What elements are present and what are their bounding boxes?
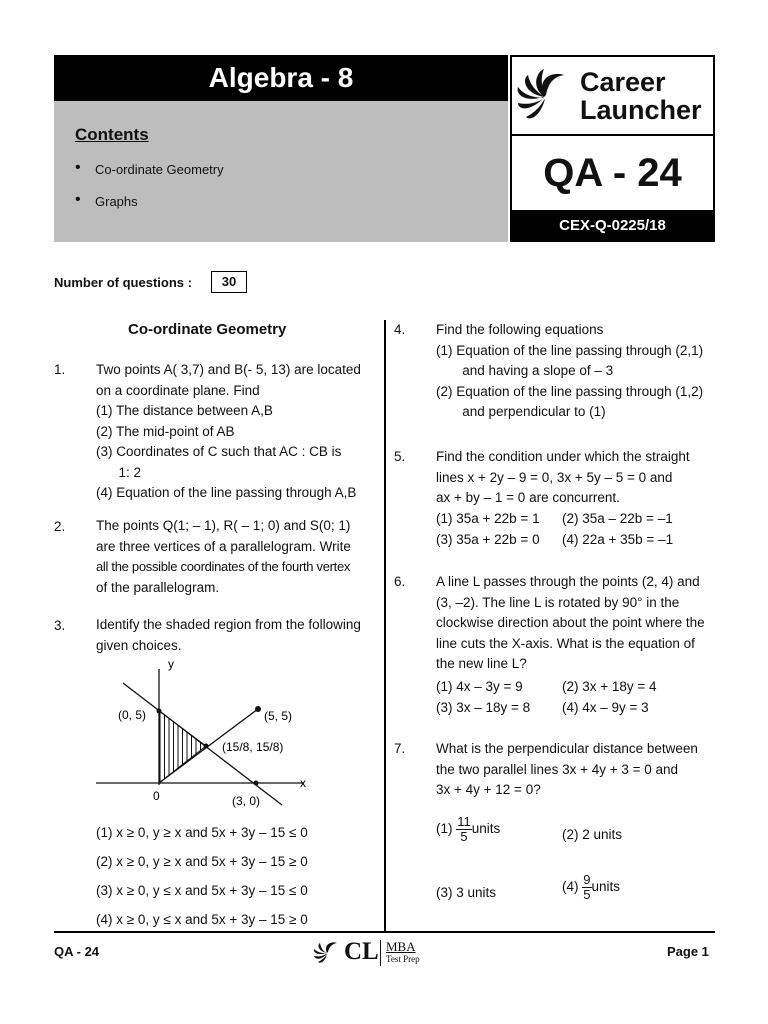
- question-text: (3, –2). The line L is rotated by 90° in the: [436, 594, 680, 610]
- answer-option: (3) 3x – 18y = 8: [436, 700, 531, 715]
- question-text: on a coordinate plane. Find: [96, 382, 260, 398]
- shaded-region: [159, 711, 206, 783]
- answer-option: (2) 3x + 18y = 4: [562, 679, 657, 694]
- career-launcher-logo-icon: [514, 67, 574, 127]
- x-axis-label: x: [300, 776, 306, 790]
- question-text: The points Q(1; – 1), R( – 1; 0) and S(0; 1): [96, 518, 351, 533]
- question-number: 2.: [54, 519, 66, 534]
- question-3: [96, 615, 378, 656]
- graph-shaded-region: [96, 655, 326, 815]
- cl-logo-icon: [312, 940, 342, 966]
- question-text: What is the perpendicular distance between: [436, 741, 698, 756]
- question-7: [436, 739, 718, 801]
- answer-option: (2) 2 units: [562, 827, 623, 842]
- question-2: [96, 516, 378, 598]
- y-axis-label: y: [168, 657, 174, 671]
- question-part: (2) Equation of the line passing through (1,2): [436, 383, 704, 399]
- footer-qa-label: QA - 24: [54, 944, 100, 959]
- question-text: are three vertices of a parallelogram. Write: [96, 538, 351, 554]
- question-6: [436, 572, 718, 675]
- question-text: line cuts the X-axis. What is the equation of: [436, 635, 695, 651]
- answer-option: (1) x ≥ 0, y ≥ x and 5x + 3y – 15 ≤ 0: [96, 825, 308, 840]
- question-text: the two parallel lines 3x + 4y + 3 = 0 and: [436, 761, 679, 777]
- point-0-5: [157, 709, 162, 714]
- contents-heading: Contents: [75, 125, 149, 144]
- qa-number: QA - 24: [512, 136, 713, 210]
- column-divider: [384, 320, 386, 932]
- question-text: A line L passes through the points (2, 4) and: [436, 574, 700, 589]
- document-code: CEX-Q-0225/18: [559, 217, 666, 234]
- answer-option: (1) 35a + 22b = 1: [436, 511, 540, 526]
- answer-option: (2) 35a – 22b = –1: [562, 511, 673, 526]
- question-text: Find the following equations: [436, 322, 604, 337]
- answer-option: (3) 3 units: [436, 885, 497, 900]
- question-text: clockwise direction about the point where the: [436, 615, 705, 630]
- question-3-options: [96, 818, 378, 934]
- question-1: [96, 360, 378, 504]
- question-part: (3) Coordinates of C such that AC : CB is: [96, 444, 342, 459]
- footer-logo-divider: [380, 940, 381, 966]
- question-text: lines x + 2y – 9 = 0, 3x + 5y – 5 = 0 and: [436, 469, 673, 485]
- question-text: ax + by – 1 = 0 are concurrent.: [436, 490, 620, 505]
- question-number: 6.: [394, 574, 406, 589]
- contents-item: • Graphs: [95, 194, 138, 209]
- answer-option: (2) x ≥ 0, y ≥ x and 5x + 3y – 15 ≥ 0: [96, 854, 308, 869]
- question-part: (2) The mid-point of AB: [96, 423, 235, 439]
- question-text: all the possible coordinates of the fourth vertex: [96, 559, 351, 574]
- test-prep-text: Test Prep: [386, 954, 420, 964]
- question-part: and perpendicular to (1): [436, 404, 606, 419]
- mba-text: MBA: [386, 939, 416, 954]
- answer-option: (4) $\frac{9}{5}$ units: [562, 872, 621, 902]
- answer-option: (3) 35a + 22b = 0: [436, 532, 540, 547]
- point-label: (3, 0): [232, 794, 261, 808]
- fraction: $\frac{11}{5}$: [457, 814, 471, 844]
- question-part: and having a slope of – 3: [436, 363, 614, 378]
- question-number: 4.: [394, 322, 406, 337]
- answer-option: (1) 4x – 3y = 9: [436, 679, 523, 694]
- point-3-0: [254, 781, 259, 786]
- fraction: $\frac{9}{5}$: [583, 872, 591, 902]
- question-number: 3.: [54, 618, 66, 633]
- question-number: 1.: [54, 362, 66, 377]
- question-text: given choices.: [96, 637, 182, 653]
- question-5: [436, 447, 718, 509]
- brand-logo: [512, 57, 713, 134]
- question-text: Identify the shaded region from the following: [96, 617, 361, 632]
- section-title: Co-ordinate Geometry: [128, 321, 287, 338]
- question-part: 1: 2: [96, 464, 142, 480]
- point-15-8: [204, 744, 209, 749]
- footer-rule: [54, 931, 715, 933]
- point-label: (5, 5): [264, 709, 293, 723]
- footer-logo: [312, 938, 422, 968]
- question-4: [436, 320, 718, 423]
- question-text: Find the condition under which the straight: [436, 449, 690, 464]
- cl-text: CL: [344, 938, 379, 965]
- num-questions-value: 30: [211, 271, 247, 293]
- answer-option: (4) 22a + 35b = –1: [562, 532, 674, 547]
- document-title: Algebra - 8: [54, 55, 508, 101]
- point-label: (0, 5): [118, 708, 147, 722]
- question-number: 5.: [394, 449, 406, 464]
- contents-item: • Co-ordinate Geometry: [95, 162, 224, 177]
- answer-option: (1) $\frac{11}{5}$ units: [436, 814, 501, 844]
- question-text: the new line L?: [436, 656, 527, 671]
- answer-option: (3) x ≥ 0, y ≤ x and 5x + 3y – 15 ≤ 0: [96, 883, 308, 898]
- question-text: 3x + 4y + 12 = 0?: [436, 782, 541, 797]
- question-part: (1) The distance between A,B: [96, 403, 273, 418]
- question-part: (4) Equation of the line passing through A,B: [96, 485, 357, 500]
- question-text: of the parallelogram.: [96, 579, 220, 595]
- question-number: 7.: [394, 741, 406, 756]
- point-label: (15/8, 15/8): [222, 740, 284, 754]
- point-5-5: [255, 706, 261, 712]
- question-part: (1) Equation of the line passing through (2,1): [436, 342, 704, 358]
- answer-option: (4) 4x – 9y = 3: [562, 700, 649, 715]
- origin-label: 0: [153, 789, 160, 803]
- brand-name-line2: Launcher: [580, 95, 702, 125]
- page-number: Page 1: [667, 944, 709, 959]
- num-questions-label: Number of questions :: [54, 275, 192, 290]
- question-text: Two points A( 3,7) and B(- 5, 13) are located: [96, 362, 361, 377]
- answer-option: (4) x ≥ 0, y ≤ x and 5x + 3y – 15 ≥ 0: [96, 912, 308, 927]
- brand-name-line1: Career: [580, 67, 666, 97]
